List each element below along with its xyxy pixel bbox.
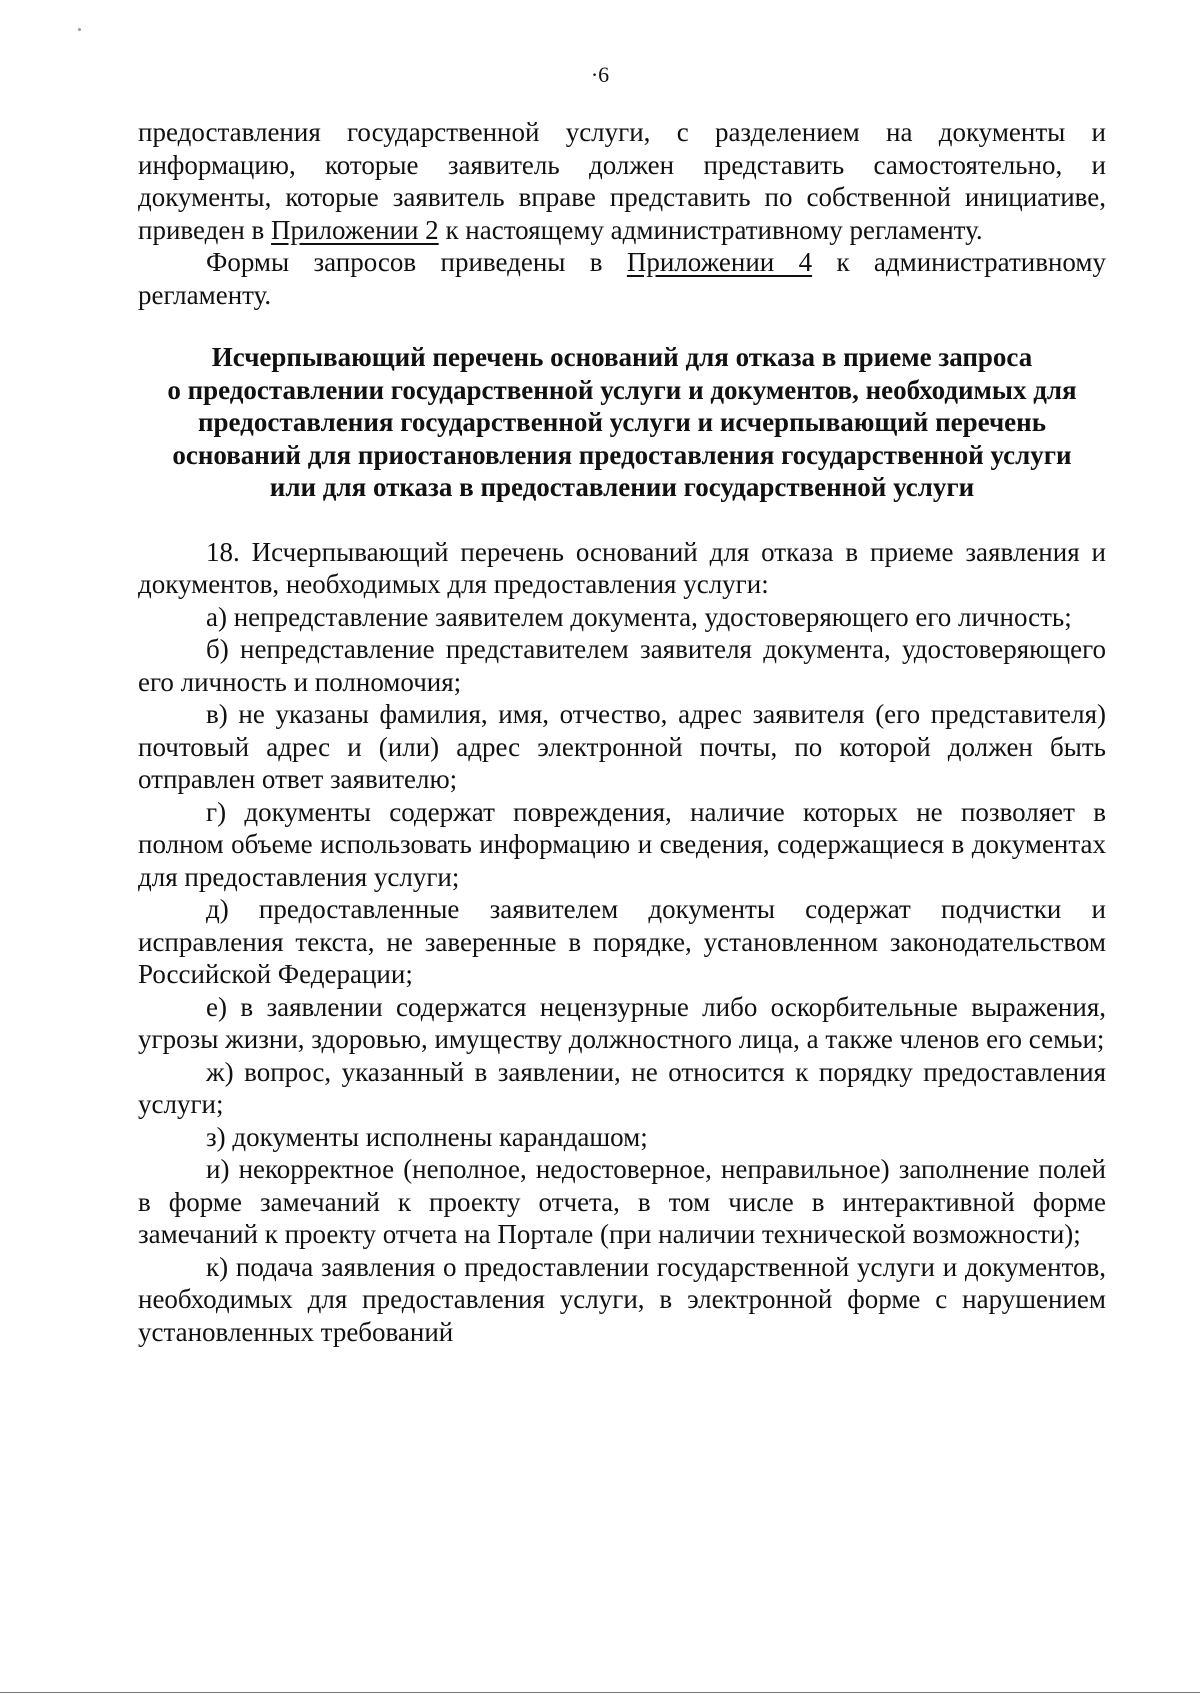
intro-paragraph-2 — [138, 246, 1106, 311]
list-item-k: к) подача заявления о предоставлении государственной услуги и документов, необходимых для предоставления услуги, в электронной форме с нарушением установленных требований — [138, 1251, 1106, 1347]
page-number: ·6 — [590, 62, 610, 87]
intro-paragraph-1-text-end: к настоящему административному регламенту. — [438, 214, 983, 245]
section-18-lead: 18. Исчерпывающий перечень оснований для отказа в приеме заявления и документов, необходимых для предоставления услуги: — [138, 536, 1106, 599]
list-item-b: б) непредставление представителем заявителя документа, удостоверяющего его личность и полномочия; — [138, 634, 1106, 697]
appendix-4-link[interactable]: Приложении 4 — [626, 247, 813, 277]
document-body — [138, 116, 1106, 1348]
list-item-a: а) непредставление заявителем документа, удостоверяющего его личность; — [206, 601, 1072, 632]
list-item-z: з) документы исполнены карандашом; — [206, 1121, 648, 1152]
refusal-grounds-list — [138, 601, 1106, 1349]
list-item-g: г) документы содержат повреждения, наличие которых не позволяет в полном объеме использовать информацию и сведения, содержащиеся в документах для предоставления услуги; — [138, 796, 1106, 892]
scan-bottom-edge — [0, 1692, 1200, 1693]
list-item-i: и) некорректное (неполное, недостоверное, неправильное) заполнение полей в форме замечаний к проекту отчета, в том числе в интерактивной форме замечаний к проекту отчета на Портале (при наличии технической возможности); — [138, 1154, 1106, 1249]
intro-paragraph-1-text-start: предоставления государственной услуги, с разделением на документы и информацию, которые заявитель должен представить самостоятельно, и документы, которые заявитель вправе представить по собственной инициативе, приведен в — [138, 117, 1106, 245]
section-heading: Исчерпывающий перечень оснований для отказа в приеме запроса о предоставлении государственной услуги и документов, необходимых для предоставления государственной услуги и исчерпывающий перечень оснований для приостановления предоставления государственной услуги или для отказа в предоставлении государственной услуги — [167, 342, 1077, 502]
scan-speck — [78, 28, 81, 31]
list-item-d: д) предоставленные заявителем документы содержат подчистки и исправления текста, не заверенные в порядке, установленном законодательством Российской Федерации; — [138, 894, 1106, 989]
intro-paragraph-2-text-start: Формы запросов приведены в — [206, 247, 627, 277]
list-item-zh: ж) вопрос, указанный в заявлении, не относится к порядку предоставления услуги; — [138, 1056, 1106, 1119]
intro-paragraph-1 — [138, 116, 1106, 246]
appendix-2-link[interactable]: Приложении 2 — [271, 214, 439, 245]
list-item-v: в) не указаны фамилия, имя, отчество, адрес заявителя (его представителя) почтовый адрес и (или) адрес электронной почты, по которой должен быть отправлен ответ заявителю; — [138, 699, 1106, 794]
intro-paragraph-2-text-end: к административному регламенту. — [138, 247, 1106, 310]
list-item-e: е) в заявлении содержатся нецензурные либо оскорбительные выражения, угрозы жизни, здоровью, имуществу должностного лица, а также членов его семьи; — [138, 991, 1106, 1054]
